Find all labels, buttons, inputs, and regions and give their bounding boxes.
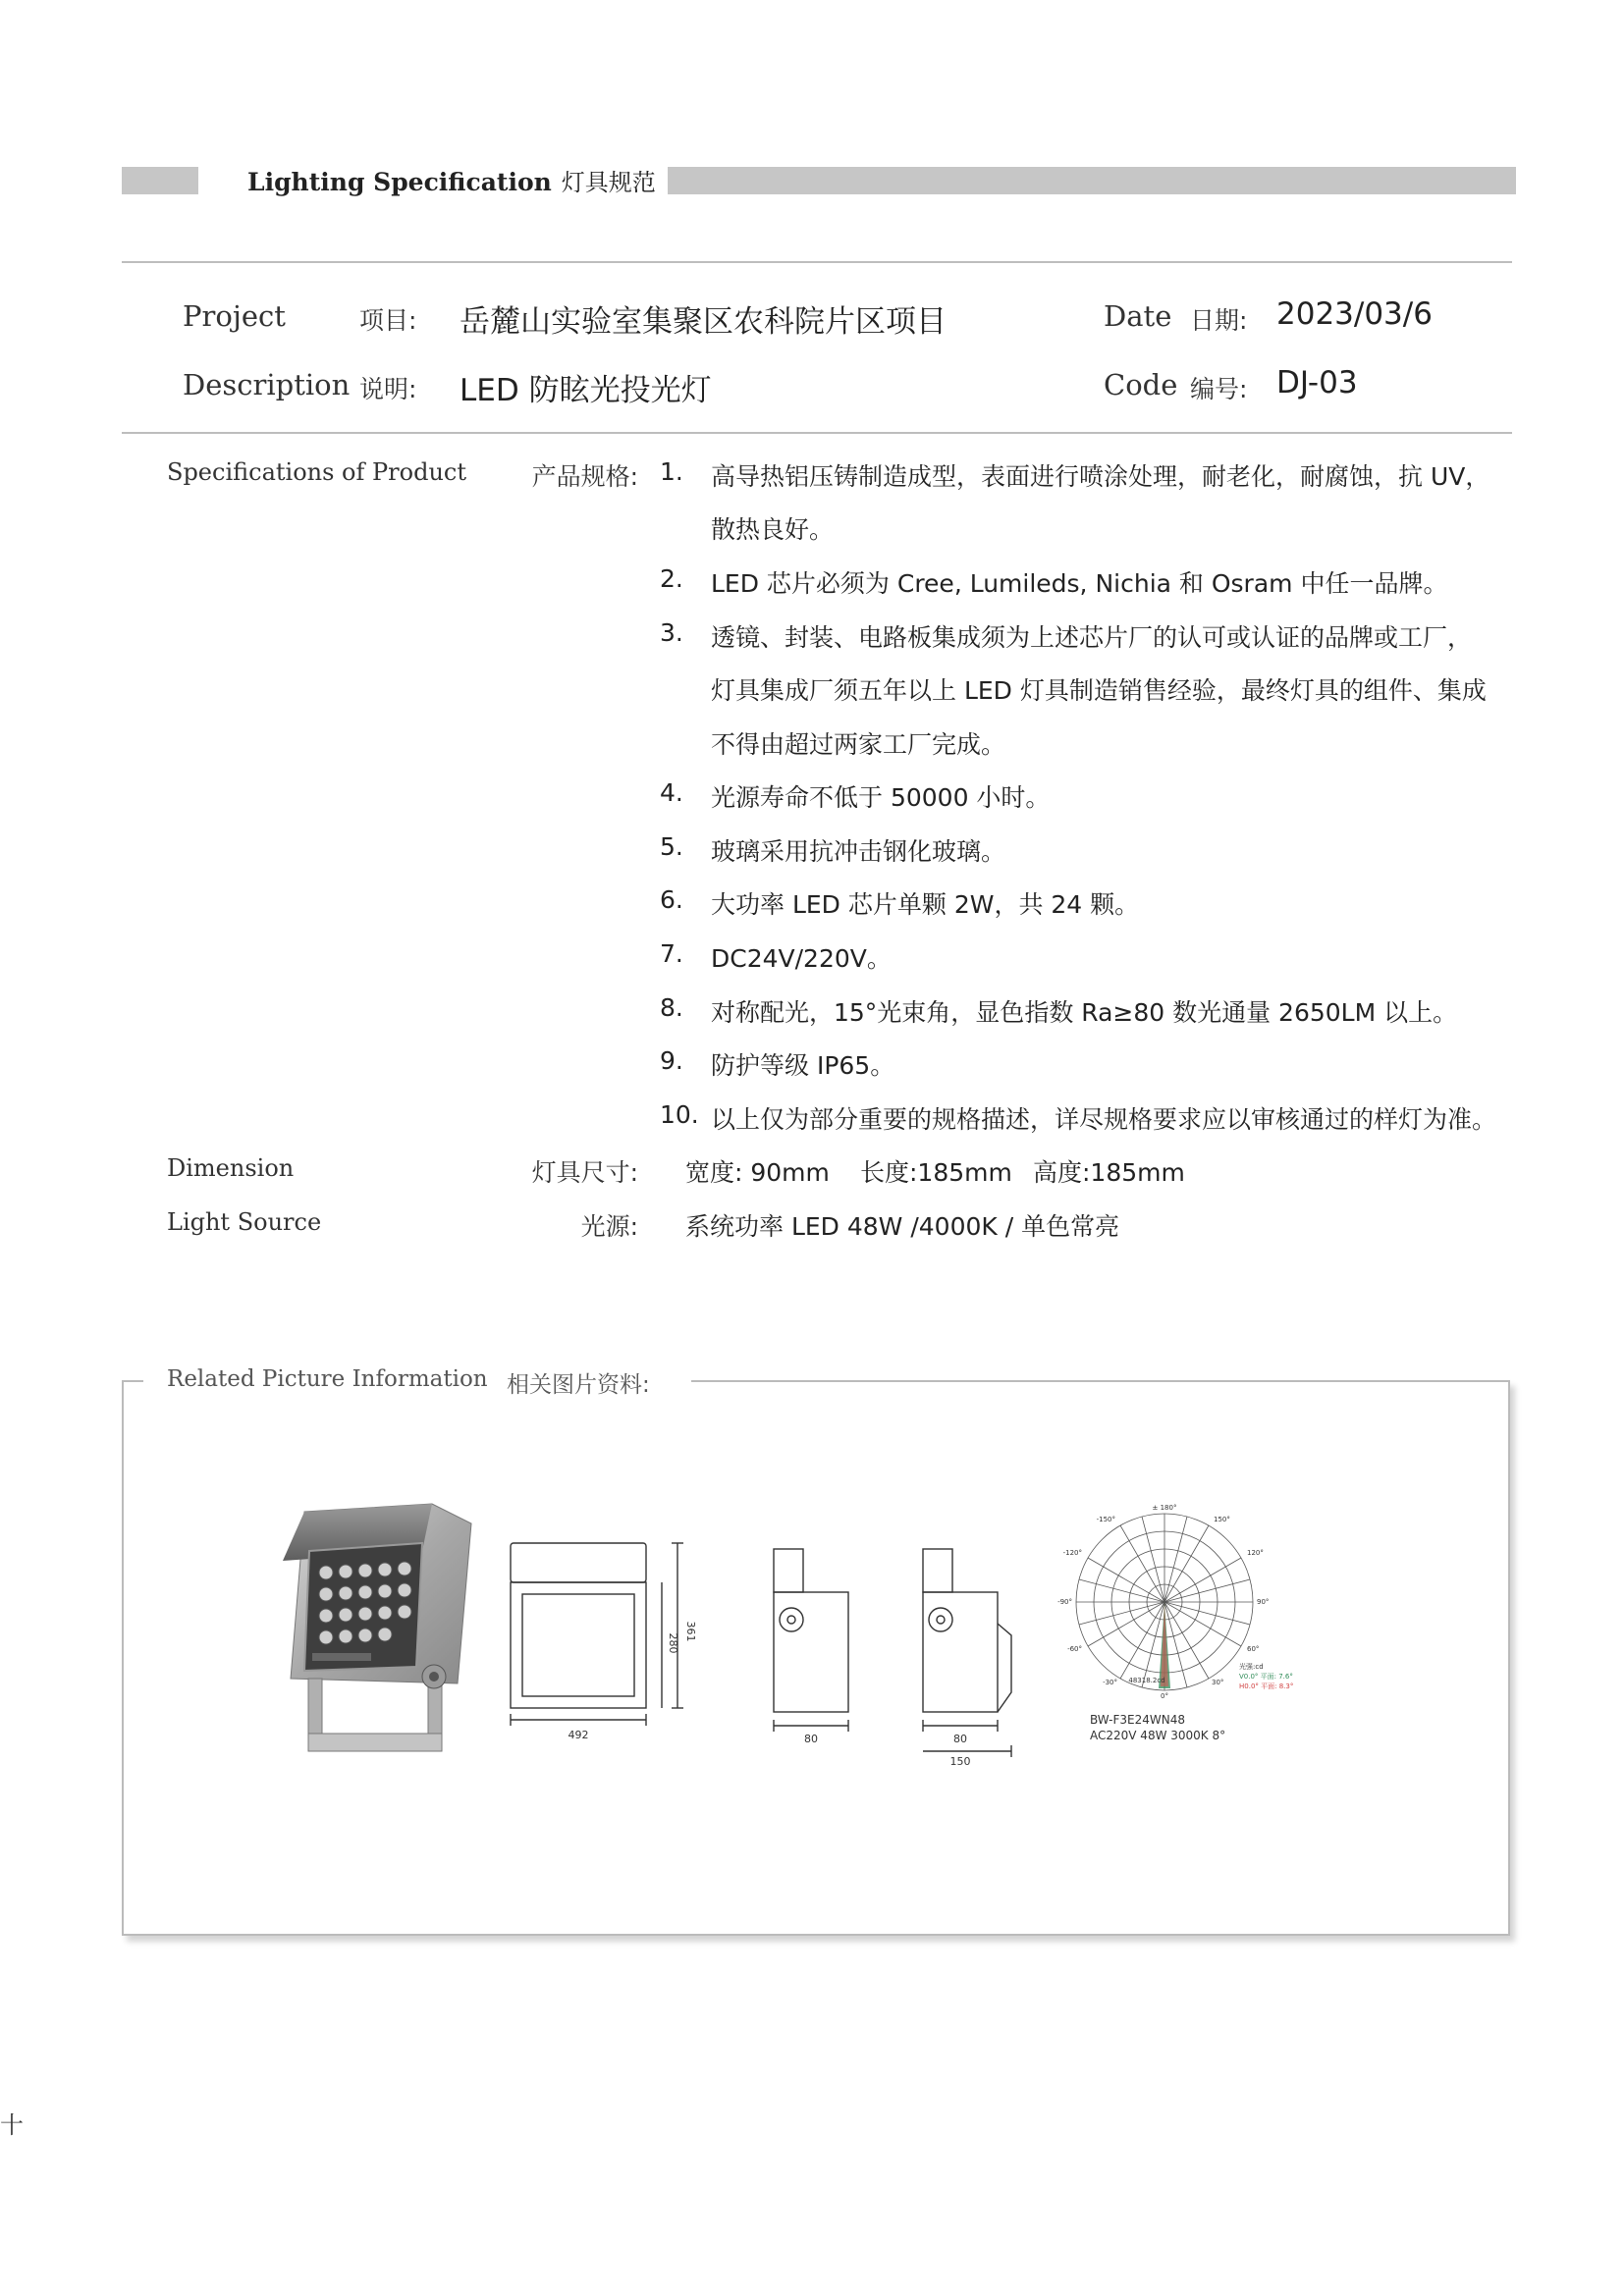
spec-item-line: 透镜、封装、电路板集成须为上述芯片厂的认可或认证的品牌或工厂， bbox=[711, 623, 1473, 652]
header-title-en: Lighting Specification bbox=[247, 168, 552, 196]
spec-label-en: Specifications of Product bbox=[167, 458, 466, 486]
spec-item-line: 以上仅为部分重要的规格描述，详尽规格要求应以审核通过的样灯为准。 bbox=[711, 1105, 1497, 1134]
spec-item-line: 光源寿命不低于 50000 小时。 bbox=[711, 783, 1051, 812]
angle-label: 120° bbox=[1247, 1549, 1264, 1557]
dimension-width: 宽度: 90mm bbox=[685, 1158, 830, 1187]
spec-item-line: DC24V/220V。 bbox=[711, 944, 892, 973]
legend-v: V0.0° 平面: 7.6° bbox=[1239, 1673, 1293, 1681]
spec-item-line: LED 芯片必须为 Cree, Lumileds, Nichia 和 Osram 中任一品牌。 bbox=[711, 569, 1448, 598]
picture-label-en: Related Picture Information bbox=[167, 1366, 488, 1392]
model-label: BW-F3E24WN48 bbox=[1090, 1713, 1186, 1727]
description-label-en: Description bbox=[183, 368, 351, 401]
angle-label: 30° bbox=[1212, 1679, 1224, 1686]
spec-item-num: 5. bbox=[660, 832, 683, 861]
light-source-label-en: Light Source bbox=[167, 1208, 322, 1236]
project-value: 岳麓山实验室集聚区农科院片区项目 bbox=[460, 304, 947, 340]
legend-title: 光强:cd bbox=[1239, 1663, 1264, 1671]
angle-label: 60° bbox=[1247, 1645, 1260, 1653]
code-value: DJ-03 bbox=[1276, 365, 1358, 400]
spec-item-num: 4. bbox=[660, 778, 683, 807]
angle-label: 0° bbox=[1161, 1692, 1168, 1700]
project-label-en: Project bbox=[183, 299, 286, 333]
model-spec-label: AC220V 48W 3000K 8° bbox=[1090, 1729, 1226, 1742]
spec-item-line: 高导热铝压铸制造成型，表面进行喷涂处理，耐老化，耐腐蚀，抗 UV， bbox=[711, 462, 1490, 491]
front-inner-height-dim: 280 bbox=[667, 1632, 679, 1654]
dimension-label-cn: 灯具尺寸: bbox=[531, 1158, 638, 1187]
date-label-cn: 日期: bbox=[1190, 306, 1248, 335]
description-value: LED 防眩光投光灯 bbox=[460, 373, 712, 408]
polar-distribution-chart bbox=[1045, 1502, 1310, 1757]
spec-item-line: 不得由超过两家工厂完成。 bbox=[711, 730, 1006, 759]
spec-item-line: 防护等级 IP65。 bbox=[711, 1051, 895, 1080]
side-view-drawing-2 bbox=[913, 1545, 1031, 1767]
margin-mark: 十 bbox=[0, 2111, 24, 2139]
product-photo bbox=[265, 1502, 481, 1767]
side2-depth-dim: 80 bbox=[953, 1733, 967, 1745]
code-label-en: Code bbox=[1104, 368, 1178, 401]
spec-item-line: 散热良好。 bbox=[711, 515, 835, 544]
spec-label-cn: 产品规格: bbox=[531, 462, 638, 491]
dimension-length: 长度:185mm bbox=[860, 1158, 1012, 1187]
spec-item-num: 10. bbox=[660, 1100, 699, 1129]
date-label-en: Date bbox=[1104, 299, 1172, 333]
spec-item-num: 8. bbox=[660, 993, 683, 1022]
angle-label: 90° bbox=[1257, 1598, 1270, 1606]
divider-top bbox=[122, 261, 1512, 263]
angle-label: 150° bbox=[1214, 1516, 1230, 1523]
angle-label: -30° bbox=[1103, 1679, 1117, 1686]
spec-item-line: 灯具集成厂须五年以上 LED 灯具制造销售经验，最终灯具的组件、集成 bbox=[711, 676, 1487, 705]
header-bar-left bbox=[122, 167, 198, 194]
header-bar-right bbox=[668, 167, 1516, 194]
legend-h: H0.0° 平面: 8.3° bbox=[1239, 1682, 1294, 1690]
picture-frame-top-line bbox=[691, 1380, 1510, 1382]
picture-label-cn: 相关图片资料: bbox=[507, 1372, 650, 1398]
spec-item-line: 大功率 LED 芯片单颗 2W，共 24 颗。 bbox=[711, 890, 1140, 919]
light-source-value: 系统功率 LED 48W /4000K / 单色常亮 bbox=[685, 1212, 1120, 1241]
dimension-height: 高度:185mm bbox=[1033, 1158, 1185, 1187]
angle-label: -150° bbox=[1096, 1516, 1115, 1523]
angle-label: -120° bbox=[1062, 1549, 1082, 1557]
description-label-cn: 说明: bbox=[359, 375, 417, 403]
light-source-label-cn: 光源: bbox=[580, 1212, 638, 1241]
angle-label: -60° bbox=[1067, 1645, 1082, 1653]
front-outer-height-dim: 361 bbox=[684, 1621, 697, 1642]
spec-item-num: 2. bbox=[660, 564, 683, 593]
front-view-drawing bbox=[505, 1537, 697, 1753]
spec-item-line: 对称配光，15°光束角，显色指数 Ra≥80 数光通量 2650LM 以上。 bbox=[711, 998, 1458, 1027]
date-value: 2023/03/6 bbox=[1276, 296, 1433, 332]
project-label-cn: 项目: bbox=[359, 306, 417, 335]
side1-depth-dim: 80 bbox=[804, 1733, 818, 1745]
header-title bbox=[247, 163, 656, 197]
spec-item-num: 1. bbox=[660, 457, 683, 486]
dimension-label-en: Dimension bbox=[167, 1154, 295, 1182]
spec-item-num: 3. bbox=[660, 618, 683, 647]
angle-label: ± 180° bbox=[1152, 1504, 1177, 1512]
angle-label: -90° bbox=[1057, 1598, 1072, 1606]
code-label-cn: 编号: bbox=[1190, 375, 1248, 403]
spec-item-num: 9. bbox=[660, 1046, 683, 1075]
spec-item-num: 7. bbox=[660, 939, 683, 968]
peak-intensity-label: 48318.2cd bbox=[1128, 1677, 1165, 1684]
header-title-cn: 灯具规范 bbox=[561, 169, 656, 196]
spec-item-line: 玻璃采用抗冲击钢化玻璃。 bbox=[711, 837, 1006, 866]
divider-meta bbox=[122, 432, 1512, 434]
side-view-drawing-1 bbox=[764, 1545, 862, 1753]
side2-total-dim: 150 bbox=[949, 1755, 971, 1768]
front-width-dim: 492 bbox=[568, 1729, 589, 1741]
spec-item-num: 6. bbox=[660, 885, 683, 914]
